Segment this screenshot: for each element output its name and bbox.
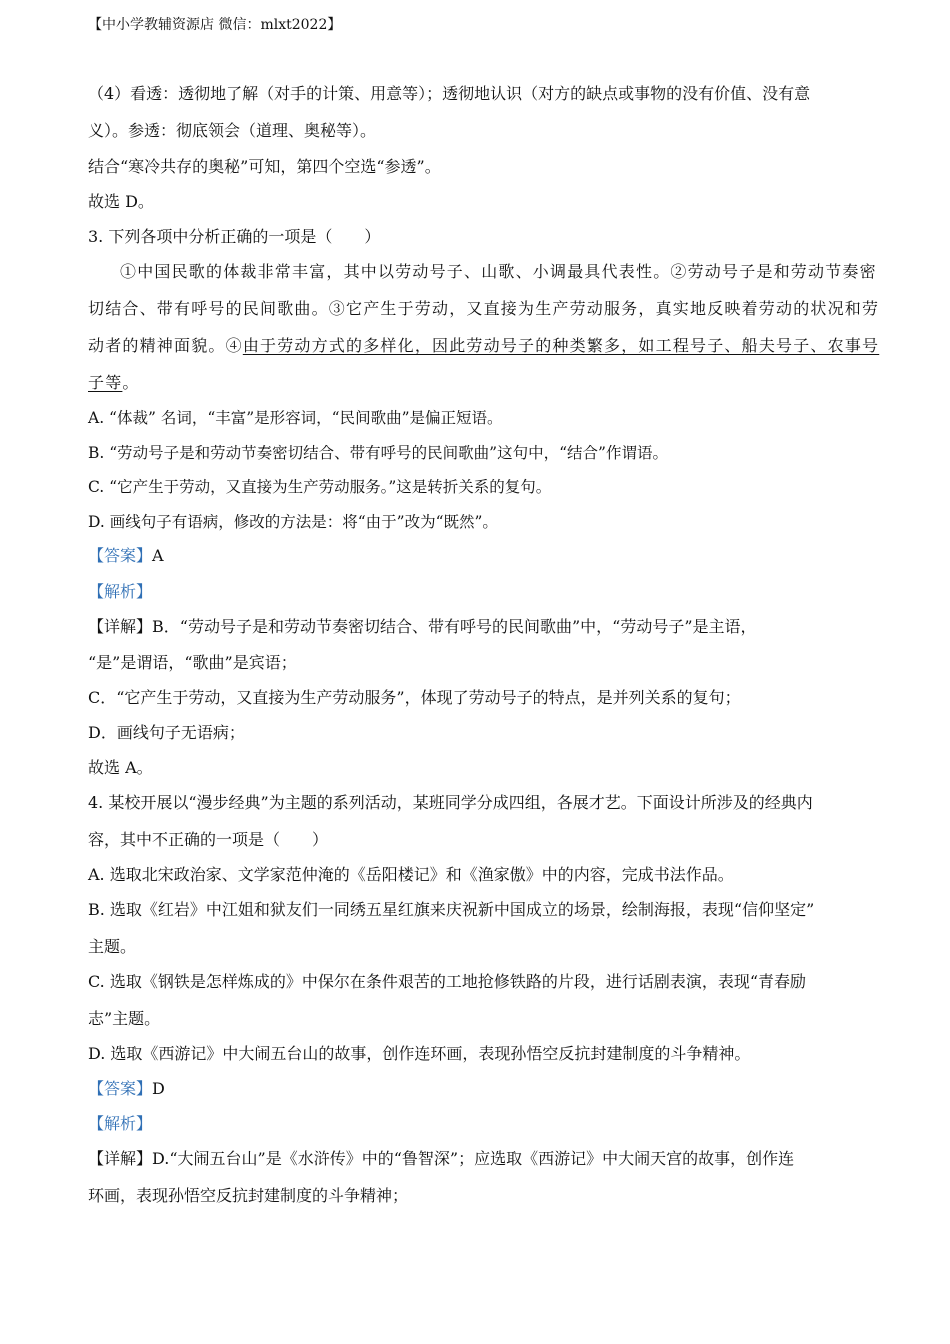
- q3-underlined-sentence: 子等: [88, 373, 123, 392]
- q3-option-b: B. “劳动号子是和劳动节奏密切结合、带有呼号的民间歌曲”这句中，“结合”作谓语。: [88, 444, 668, 462]
- q3-detail-line: C．“它产生于劳动，又直接为生产劳动服务”，体现了劳动号子的特点，是并列关系的复句；: [88, 688, 741, 707]
- q4-stem: 4. 某校开展以“漫步经典”为主题的系列活动，某班同学分成四组，各展才艺。下面设计所涉及的经典内: [88, 793, 813, 812]
- q3-detail-line: [88, 614, 757, 637]
- q3-passage-line: 切结合、带有呼号的民间歌曲。③它产生于劳动，又直接为生产劳动服务，真实地反映着劳动的状况和劳: [88, 299, 880, 318]
- q4-detail-text: D.“大闹五台山”是《水浒传》中的“鲁智深”；应选取《西游记》中大闹天宫的故事，创作连: [152, 1149, 795, 1168]
- q3-analysis-tag: 【解析】: [88, 582, 153, 601]
- q4-option-d: D. 选取《西游记》中大闹五台山的故事，创作连环画，表现孙悟空反抗封建制度的斗争精神。: [88, 1044, 751, 1063]
- page-header: 【中小学教辅资源店 微信：mlxt2022】: [88, 17, 342, 33]
- q3-conclusion: 故选 A。: [88, 758, 153, 777]
- q4-option-c: 志”主题。: [88, 1009, 161, 1028]
- q3-detail-line: D．画线句子无语病；: [88, 723, 245, 742]
- detail-tag: 【详解】: [88, 1149, 153, 1168]
- q3-passage-line: ①中国民歌的体裁非常丰富，其中以劳动号子、山歌、小调最具代表性。②劳动号子是和劳动节奏密: [120, 262, 877, 281]
- q3-option-c: C. “它产生于劳动，又直接为生产劳动服务。”这是转折关系的复句。: [88, 478, 552, 496]
- q3-option-d: D. 画线句子有语病，修改的方法是：将“由于”改为“既然”。: [88, 513, 498, 531]
- q3-detail-text: B．“劳动号子是和劳动节奏密切结合、带有呼号的民间歌曲”中，“劳动号子”是主语，: [152, 617, 757, 636]
- q4-detail-line: 环画，表现孙悟空反抗封建制度的斗争精神；: [88, 1186, 409, 1205]
- q3-passage-text: 。: [122, 373, 140, 392]
- q4-option-b: B. 选取《红岩》中江姐和狱友们一同绣五星红旗来庆祝新中国成立的场景，绘制海报，表现“信仰坚定”: [88, 900, 815, 919]
- q2-conclusion: 故选 D。: [88, 192, 154, 211]
- q3-passage-line: [88, 370, 140, 393]
- q4-answer-value: D: [152, 1079, 165, 1098]
- q2-explanation-line: （4）看透：透彻地了解（对手的计策、用意等）；透彻地认识（对方的缺点或事物的没有价值、没有意: [88, 84, 811, 103]
- q4-option-b: 主题。: [88, 937, 137, 956]
- detail-tag: 【详解】: [88, 617, 153, 636]
- answer-tag: 【答案】: [88, 546, 153, 565]
- q4-stem: 容，其中不正确的一项是（ ）: [88, 830, 329, 849]
- q4-answer: [88, 1076, 165, 1099]
- q3-answer-value: A: [152, 546, 164, 565]
- q3-underlined-sentence: 由于劳动方式的多样化，因此劳动号子的种类繁多，如工程号子、船夫号子、农事号: [242, 336, 880, 355]
- q3-option-a: A. “体裁” 名词，“丰富”是形容词，“民间歌曲”是偏正短语。: [88, 409, 503, 427]
- q3-passage-line: [88, 333, 879, 356]
- q3-answer: [88, 543, 164, 566]
- q3-detail-line: “是”是谓语，“歌曲”是宾语；: [88, 653, 297, 672]
- q3-stem: 3. 下列各项中分析正确的一项是（ ）: [88, 227, 381, 246]
- q4-option-a: A. 选取北宋政治家、文学家范仲淹的《岳阳楼记》和《渔家傲》中的内容，完成书法作品。: [88, 865, 734, 884]
- q2-explanation-line: 义）。参透：彻底领会（道理、奥秘等）。: [88, 121, 377, 140]
- q2-explanation-line: 结合“寒冷共存的奥秘”可知，第四个空选“参透”。: [88, 157, 441, 176]
- q4-analysis-tag: 【解析】: [88, 1114, 153, 1133]
- answer-tag: 【答案】: [88, 1079, 153, 1098]
- q3-passage-text: 动者的精神面貌。④: [88, 336, 243, 355]
- q4-option-c: C. 选取《钢铁是怎样炼成的》中保尔在条件艰苦的工地抢修铁路的片段，进行话剧表演，表现“青春励: [88, 972, 807, 991]
- q4-detail-line: [88, 1146, 794, 1169]
